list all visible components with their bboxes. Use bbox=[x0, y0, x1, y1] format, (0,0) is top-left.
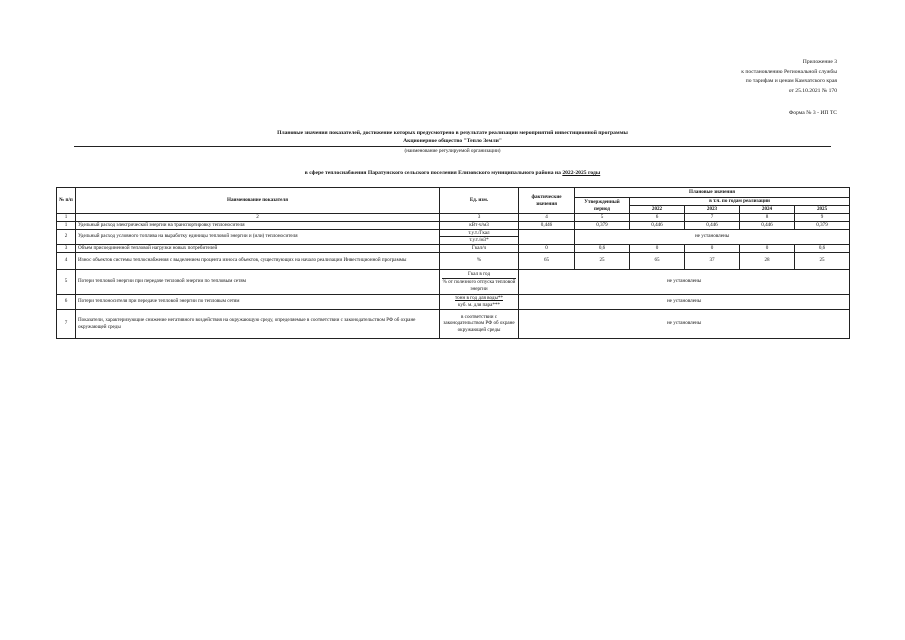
row-num: 7 bbox=[57, 309, 76, 338]
table-row bbox=[57, 244, 850, 252]
header-by-years: в т.ч. по годам реализации bbox=[630, 198, 850, 206]
row-value: 65 bbox=[519, 252, 575, 269]
row-name: Показатели, характеризующие снижение негативного воздействия на окружающую среду, определяемые в соответствии с законодательством РФ об охране окружающей среды bbox=[76, 309, 440, 338]
organization-name: Акционерное общество "Тепло Земли" bbox=[403, 138, 502, 144]
row-unit-stack bbox=[440, 269, 519, 294]
header-year: 2023 bbox=[685, 206, 740, 214]
document-title: Плановые значения показателей, достижение которых предусмотрено в результате реализации мероприятий инвестиционной программы bbox=[277, 130, 628, 136]
row-num: 2 bbox=[57, 229, 76, 244]
row-num: 4 bbox=[57, 252, 76, 269]
table-row bbox=[57, 229, 850, 237]
row-unit: % bbox=[440, 252, 519, 269]
row-value: 0,446 bbox=[685, 221, 740, 229]
index-cell: 9 bbox=[795, 214, 850, 222]
row-name: Потери тепловой энергии при передаче тепловой энергии по тепловым сетям bbox=[76, 269, 440, 294]
row-name: Потери теплоносителя при передаче тепловой энергии по тепловым сетям bbox=[76, 294, 440, 309]
attachment-line: по тарифам и ценам Камчатского края bbox=[745, 78, 837, 84]
indicators-table bbox=[56, 187, 850, 339]
index-cell: 1 bbox=[57, 214, 76, 222]
index-cell: 7 bbox=[685, 214, 740, 222]
row-value: 0 bbox=[685, 244, 740, 252]
row-value: 0,6 bbox=[575, 244, 630, 252]
attachment-block bbox=[741, 58, 837, 96]
index-cell: 3 bbox=[440, 214, 519, 222]
row-num: 6 bbox=[57, 294, 76, 309]
not-set-note: не установлены bbox=[519, 294, 850, 309]
empty-cell bbox=[519, 229, 575, 244]
row-unit: тонн в год для воды** bbox=[455, 295, 503, 302]
row-value: 0 bbox=[519, 244, 575, 252]
row-num: 3 bbox=[57, 244, 76, 252]
scope-prefix: в сфере теплоснабжения Паратунского сельского поселения Елизовского муниципального района на bbox=[304, 170, 561, 176]
row-value: 28 bbox=[740, 252, 795, 269]
row-unit: Гкал в год bbox=[467, 271, 491, 278]
row-name: Износ объектов системы теплоснабжения с выделением процента износа объектов, существующих на начало реализации Инвестиционной программы bbox=[76, 252, 440, 269]
row-name: Удельный расход электрической энергии на транспортировку теплоносителя bbox=[76, 221, 440, 229]
table-row bbox=[57, 294, 850, 309]
row-value: 0,446 bbox=[630, 221, 685, 229]
row-value: 0,6 bbox=[795, 244, 850, 252]
row-value: 0,379 bbox=[795, 221, 850, 229]
index-cell: 6 bbox=[630, 214, 685, 222]
row-value: 37 bbox=[685, 252, 740, 269]
attachment-line: к постановлению Региональной службы bbox=[741, 68, 837, 75]
not-set-note: не установлены bbox=[519, 309, 850, 338]
header-actual: фактические значения bbox=[519, 188, 575, 214]
row-value: 0,379 bbox=[575, 221, 630, 229]
scope-years: 2022-2025 годы bbox=[562, 170, 601, 176]
row-unit: т.у.т./Гкал bbox=[440, 229, 519, 237]
row-unit: Гкал/ч bbox=[440, 244, 519, 252]
header-year: 2025 bbox=[795, 206, 850, 214]
header-planned: Плановые значения bbox=[575, 188, 850, 198]
header-year: 2022 bbox=[630, 206, 685, 214]
row-unit: кВт·ч/м3 bbox=[440, 221, 519, 229]
header-num: № п/п bbox=[57, 188, 76, 214]
attachment-line: от 25.10.2021 № 170 bbox=[788, 87, 837, 94]
row-unit: т.у.т./м3* bbox=[440, 237, 519, 245]
table-row bbox=[57, 252, 850, 269]
table-row bbox=[57, 221, 850, 229]
row-unit: в соответствии с законодательством РФ об охране окружающей среды bbox=[440, 309, 519, 338]
row-name: Объем присоединенной тепловой нагрузки новых потребителей bbox=[76, 244, 440, 252]
row-value: 65 bbox=[630, 252, 685, 269]
organization-underline bbox=[74, 146, 831, 147]
not-set-note: не установлены bbox=[519, 269, 850, 294]
row-value: 25 bbox=[795, 252, 850, 269]
form-code: Форма № 3 - ИП ТС bbox=[788, 110, 837, 116]
index-cell: 2 bbox=[76, 214, 440, 222]
index-row bbox=[57, 214, 850, 222]
index-cell: 8 bbox=[740, 214, 795, 222]
index-cell: 5 bbox=[575, 214, 630, 222]
row-name: Удельный расход условного топлива на выработку единицы тепловой энергии и (или) теплоносителя bbox=[76, 229, 440, 244]
row-unit-stack bbox=[440, 294, 519, 309]
header-name: Наименование показателя bbox=[76, 188, 440, 214]
table-row bbox=[57, 309, 850, 338]
row-unit: % от полезного отпуска тепловой энергии bbox=[442, 278, 516, 292]
header-year: 2024 bbox=[740, 206, 795, 214]
row-num: 1 bbox=[57, 221, 76, 229]
scope-line bbox=[0, 170, 905, 176]
header-approved-period: Утвержденный период bbox=[575, 198, 630, 214]
header-unit: Ед. изм. bbox=[440, 188, 519, 214]
table-row bbox=[57, 269, 850, 294]
row-value: 0,446 bbox=[740, 221, 795, 229]
attachment-line: Приложение 3 bbox=[802, 59, 837, 65]
index-cell: 4 bbox=[519, 214, 575, 222]
row-value: 25 bbox=[575, 252, 630, 269]
row-unit: куб. м. для пара*** bbox=[458, 301, 500, 308]
row-value: 0 bbox=[740, 244, 795, 252]
row-value: 0 bbox=[630, 244, 685, 252]
organization-caption: (наименование регулируемой организации) bbox=[404, 148, 501, 154]
row-num: 5 bbox=[57, 269, 76, 294]
row-value: 0,446 bbox=[519, 221, 575, 229]
not-set-note: не установлены bbox=[575, 229, 850, 244]
